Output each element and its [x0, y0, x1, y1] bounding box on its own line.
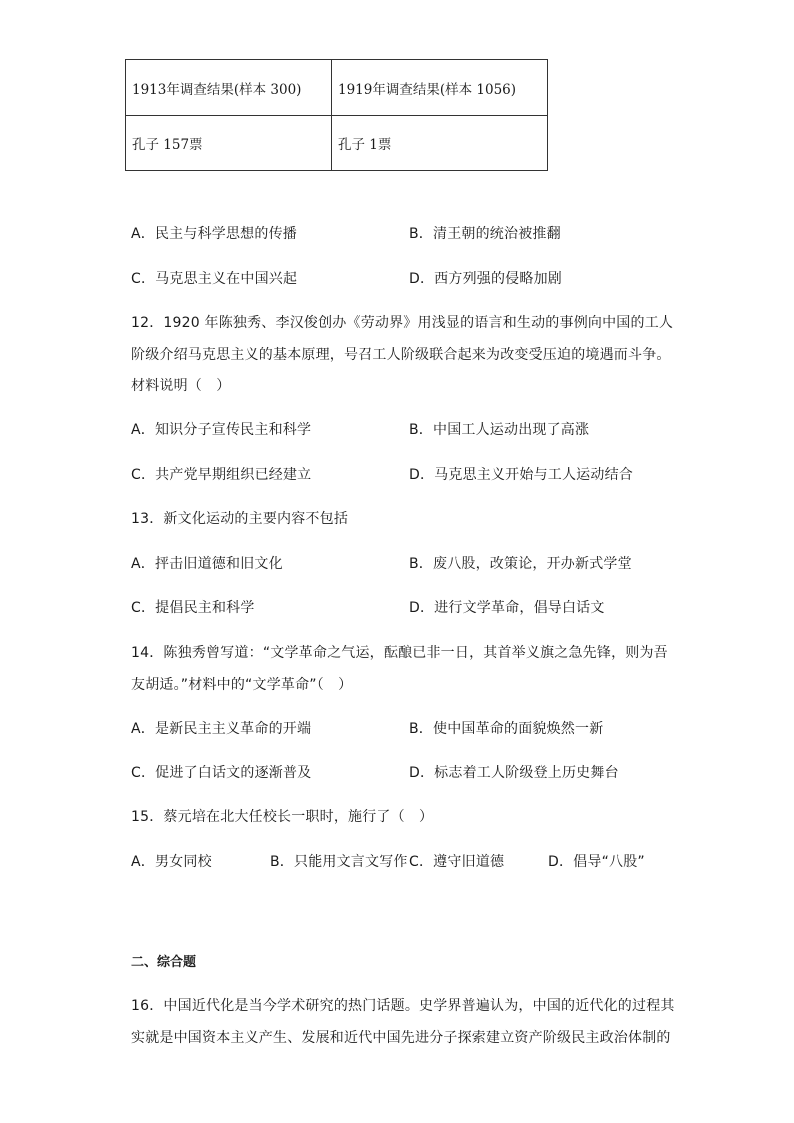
table-header-cell: 1919年调查结果(样本 1056) — [332, 60, 548, 116]
section-heading: 二、综合题 — [131, 955, 197, 970]
q11-option-c: C．马克思主义在中国兴起 — [131, 271, 298, 287]
survey-table — [125, 59, 548, 171]
q14-option-b: B．使中国革命的面貌焕然一新 — [409, 721, 604, 737]
q16-stem-line: 实就是中国资本主义产生、发展和近代中国先进分子探索建立资产阶级民主政治体制的 — [131, 1030, 671, 1046]
table-header-cell: 1913年调查结果(样本 300) — [126, 60, 332, 116]
q15-option-b: B．只能用文言文写作 — [270, 854, 408, 870]
q11-option-b: B．清王朝的统治被推翻 — [409, 226, 561, 242]
q13-option-b: B．废八股，改策论，开办新式学堂 — [409, 556, 632, 572]
q14-stem-line: 14．陈独秀曾写道：“文学革命之气运，酝酿已非一日，其首举义旗之急先锋，则为吾 — [131, 645, 668, 661]
q13-option-a: A．抨击旧道德和旧文化 — [131, 556, 283, 572]
q15-option-a: A．男女同校 — [131, 854, 212, 870]
table-cell: 孔子 1票 — [332, 116, 548, 171]
q13-option-d: D．进行文学革命，倡导白话文 — [409, 600, 605, 616]
q13-option-c: C．提倡民主和科学 — [131, 600, 255, 616]
q12-stem-line: 阶级介绍马克思主义的基本原理，号召工人阶级联合起来为改变受压迫的境遇而斗争。 — [131, 347, 671, 363]
q11-option-d: D．西方列强的侵略加剧 — [409, 271, 562, 287]
q14-option-d: D．标志着工人阶级登上历史舞台 — [409, 765, 619, 781]
q14-option-a: A．是新民主主义革命的开端 — [131, 721, 312, 737]
q13-stem-line: 13．新文化运动的主要内容不包括 — [131, 511, 349, 527]
q15-option-d: D．倡导“八股” — [548, 854, 645, 870]
q16-stem-line: 16．中国近代化是当今学术研究的热门话题。史学界普遍认为，中国的近代化的过程其 — [131, 998, 675, 1014]
q14-option-c: C．促进了白话文的逐渐普及 — [131, 765, 312, 781]
q14-stem-line: 友胡适。”材料中的“文学革命”（ ） — [131, 677, 353, 693]
q15-option-c: C．遵守旧道德 — [409, 854, 505, 870]
q12-stem-line: 12．1920 年陈独秀、李汉俊创办《劳动界》用浅显的语言和生动的事例向中国的工人 — [131, 315, 674, 331]
q15-stem-line: 15．蔡元培在北大任校长一职时，施行了（ ） — [131, 809, 434, 825]
table-cell: 孔子 157票 — [126, 116, 332, 171]
q11-option-a: A．民主与科学思想的传播 — [131, 226, 297, 242]
q12-stem-line: 材料说明（ ） — [131, 378, 231, 394]
table-row — [126, 116, 548, 171]
table-header-row — [126, 60, 548, 116]
q12-option-a: A．知识分子宣传民主和科学 — [131, 422, 312, 438]
q12-option-d: D．马克思主义开始与工人运动结合 — [409, 467, 633, 483]
q12-option-c: C．共产党早期组织已经建立 — [131, 467, 312, 483]
q12-option-b: B．中国工人运动出现了高涨 — [409, 422, 590, 438]
